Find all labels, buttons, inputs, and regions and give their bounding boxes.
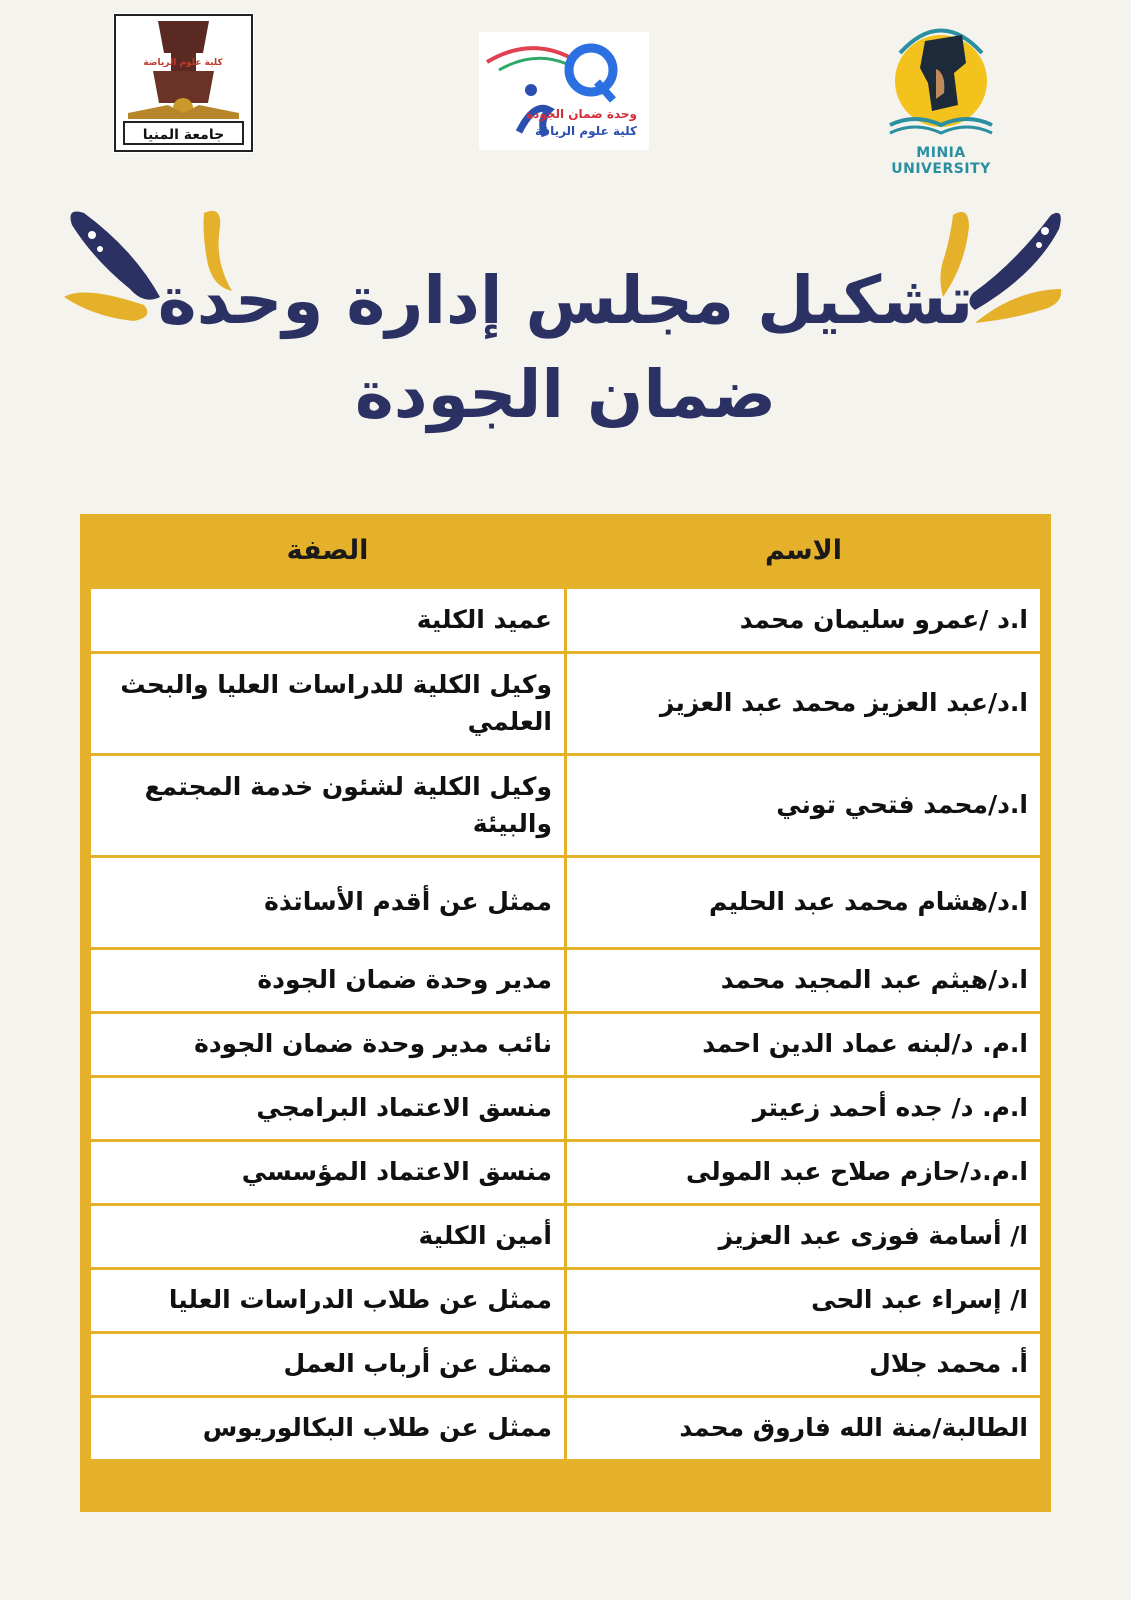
- member-role: وكيل الكلية للدراسات العليا والبحث العلمي: [90, 653, 566, 755]
- member-name: ا.م.د/حازم صلاح عبد المولى: [566, 1141, 1042, 1205]
- page-title-line1: تشكيل مجلس إدارة وحدة: [157, 262, 974, 339]
- table-row: [90, 1397, 1042, 1461]
- quality-unit-logo: [479, 32, 649, 150]
- faculty-logo-bottom-text: جامعة المنيا: [123, 121, 244, 145]
- board-table: [80, 514, 1051, 1512]
- header-name: الاسم: [566, 514, 1042, 588]
- member-name: الطالبة/منة الله فاروق محمد: [566, 1397, 1042, 1461]
- member-role: وكيل الكلية لشئون خدمة المجتمع والبيئة: [90, 755, 566, 857]
- member-name: ا.د/هشام محمد عبد الحليم: [566, 857, 1042, 949]
- member-role: منسق الاعتماد البرامجي: [90, 1077, 566, 1141]
- member-role: ممثل عن أقدم الأساتذة: [90, 857, 566, 949]
- table-row: [90, 1333, 1042, 1397]
- member-name: ا.م. د/لبنه عماد الدين احمد: [566, 1013, 1042, 1077]
- member-name: ا.د /عمرو سليمان محمد: [566, 588, 1042, 653]
- member-name: ا/ أسامة فوزى عبد العزيز: [566, 1205, 1042, 1269]
- member-name: ا.د/محمد فتحي توني: [566, 755, 1042, 857]
- member-role: نائب مدير وحدة ضمان الجودة: [90, 1013, 566, 1077]
- faculty-logo: [113, 13, 254, 153]
- member-name: ا/ إسراء عبد الحى: [566, 1269, 1042, 1333]
- quality-unit-name: وحدة ضمان الجودة: [526, 107, 637, 121]
- table-row: [90, 1269, 1042, 1333]
- minia-university-logo: [870, 13, 1012, 177]
- member-role: ممثل عن طلاب البكالوريوس: [90, 1397, 566, 1461]
- header-role: الصفة: [90, 514, 566, 588]
- page-title-line2: ضمان الجودة: [354, 356, 777, 433]
- member-name: أ. محمد جلال: [566, 1333, 1042, 1397]
- table-row: [90, 653, 1042, 755]
- table-row: [90, 588, 1042, 653]
- table-row: [90, 1013, 1042, 1077]
- member-role: مدير وحدة ضمان الجودة: [90, 949, 566, 1013]
- table-row: [90, 857, 1042, 949]
- member-name: ا.م. د/ جده أحمد زعيتر: [566, 1077, 1042, 1141]
- member-name: ا.د/عبد العزيز محمد عبد العزيز: [566, 653, 1042, 755]
- table-row: [90, 1077, 1042, 1141]
- member-role: ممثل عن أرباب العمل: [90, 1333, 566, 1397]
- member-role: ممثل عن طلاب الدراسات العليا: [90, 1269, 566, 1333]
- table-row: [90, 1205, 1042, 1269]
- member-name: ا.د/هيثم عبد المجيد محمد: [566, 949, 1042, 1013]
- table-row: [90, 755, 1042, 857]
- member-role: عميد الكلية: [90, 588, 566, 653]
- minia-university-caption: MINIA UNIVERSITY: [891, 145, 991, 177]
- table-header-row: [90, 514, 1042, 588]
- faculty-logo-top-text: كلية علوم الرياضة: [143, 58, 223, 68]
- table-row: [90, 949, 1042, 1013]
- table-row: [90, 1141, 1042, 1205]
- quality-unit-faculty: كلية علوم الرياقة: [534, 124, 637, 138]
- member-role: منسق الاعتماد المؤسسي: [90, 1141, 566, 1205]
- member-role: أمين الكلية: [90, 1205, 566, 1269]
